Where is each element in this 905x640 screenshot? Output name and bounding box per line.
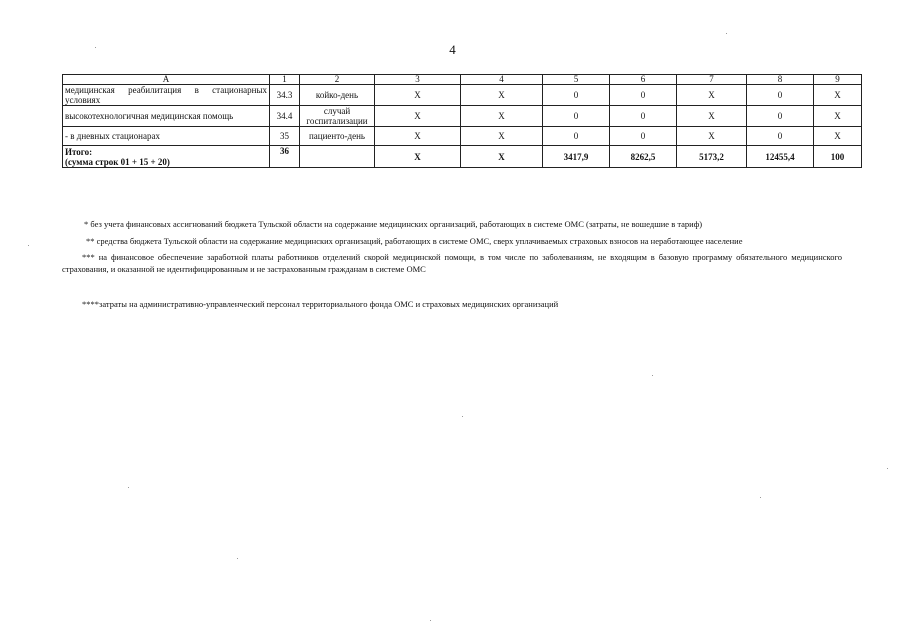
scan-speck xyxy=(887,468,888,469)
table-cell: 8262,5 xyxy=(610,146,677,168)
table-row xyxy=(63,85,862,106)
scan-speck xyxy=(237,558,238,559)
footnote-2: ** средства бюджета Тульской области на содержание медицинских организаций, работающих в системе ОМС, сверх уплачиваемых страховых взносов на неработающее население xyxy=(86,236,743,246)
row-description: высокотехнологичная медицинская помощь xyxy=(63,106,270,127)
table-cell: Х xyxy=(461,127,543,146)
table-cell: Х xyxy=(375,146,461,168)
row-code: 34.4 xyxy=(270,106,300,127)
column-header: 7 xyxy=(677,75,747,85)
row-code: 35 xyxy=(270,127,300,146)
footnote-4: ****затраты на административно-управленческий персонал территориального фонда ОМС и страховых медицинских организаций xyxy=(82,299,559,309)
table-cell: 0 xyxy=(747,127,814,146)
table-cell: 5173,2 xyxy=(677,146,747,168)
table-row xyxy=(63,106,862,127)
column-header: 6 xyxy=(610,75,677,85)
column-header: 3 xyxy=(375,75,461,85)
scan-speck xyxy=(430,620,431,621)
total-row xyxy=(63,146,862,168)
table-cell: Х xyxy=(375,127,461,146)
column-header: 5 xyxy=(543,75,610,85)
column-header: 9 xyxy=(814,75,862,85)
table-row xyxy=(63,127,862,146)
table-cell: 0 xyxy=(610,85,677,106)
total-label-line2: (сумма строк 01 + 15 + 20) xyxy=(65,156,170,167)
table-cell: 0 xyxy=(543,127,610,146)
table-cell: 0 xyxy=(543,106,610,127)
column-header: 2 xyxy=(300,75,375,85)
table-cell: 0 xyxy=(610,106,677,127)
row-unit: пациенто-день xyxy=(300,127,375,146)
scan-speck xyxy=(652,375,653,376)
table-cell: Х xyxy=(814,127,862,146)
total-label xyxy=(63,146,270,168)
table-cell: 3417,9 xyxy=(543,146,610,168)
scan-speck xyxy=(28,245,29,246)
table-cell: Х xyxy=(677,106,747,127)
table-cell: Х xyxy=(677,85,747,106)
financing-table xyxy=(62,74,862,168)
scan-speck xyxy=(760,497,761,498)
column-header: 1 xyxy=(270,75,300,85)
column-header: А xyxy=(63,75,270,85)
scan-speck xyxy=(128,487,129,488)
row-unit xyxy=(300,146,375,168)
column-header: 4 xyxy=(461,75,543,85)
row-unit: койко-день xyxy=(300,85,375,106)
row-code: 36 xyxy=(270,146,300,168)
footnote-3: *** на финансовое обеспечение заработной платы работников отделений скорой медицинской помощи, в том числе по заболеваниям, не входящим в базовую программу обязательного медицинского страхования, и оказанной не идентифицированным и не застрахованным гражданам в системе ОМС xyxy=(62,252,842,274)
table-cell: Х xyxy=(375,106,461,127)
page-number: 4 xyxy=(449,42,456,57)
table-cell: 0 xyxy=(747,106,814,127)
column-header: 8 xyxy=(747,75,814,85)
row-description: - в дневных стационарах xyxy=(63,127,270,146)
table-cell: Х xyxy=(461,106,543,127)
table-cell: Х xyxy=(677,127,747,146)
table-cell: Х xyxy=(461,146,543,168)
table-header-row xyxy=(63,75,862,85)
table-cell: Х xyxy=(375,85,461,106)
row-unit: случай госпитализации xyxy=(300,106,375,127)
row-description: медицинская реабилитация в стационарных условиях xyxy=(63,85,270,106)
scan-speck xyxy=(462,416,463,417)
scan-speck xyxy=(726,33,727,34)
row-code: 34.3 xyxy=(270,85,300,106)
total-label-line1: Итого: xyxy=(65,146,93,157)
table-cell: Х xyxy=(814,85,862,106)
table-cell: 100 xyxy=(814,146,862,168)
table-cell: 0 xyxy=(747,85,814,106)
table-cell: 12455,4 xyxy=(747,146,814,168)
table-cell: Х xyxy=(814,106,862,127)
scan-speck xyxy=(95,47,96,48)
table-cell: 0 xyxy=(610,127,677,146)
table-cell: 0 xyxy=(543,85,610,106)
footnote-1: * без учета финансовых ассигнований бюджета Тульской области на содержание медицинских организаций, работающих в системе ОМС (затраты, не вошедшие в тариф) xyxy=(84,219,703,229)
table-cell: Х xyxy=(461,85,543,106)
